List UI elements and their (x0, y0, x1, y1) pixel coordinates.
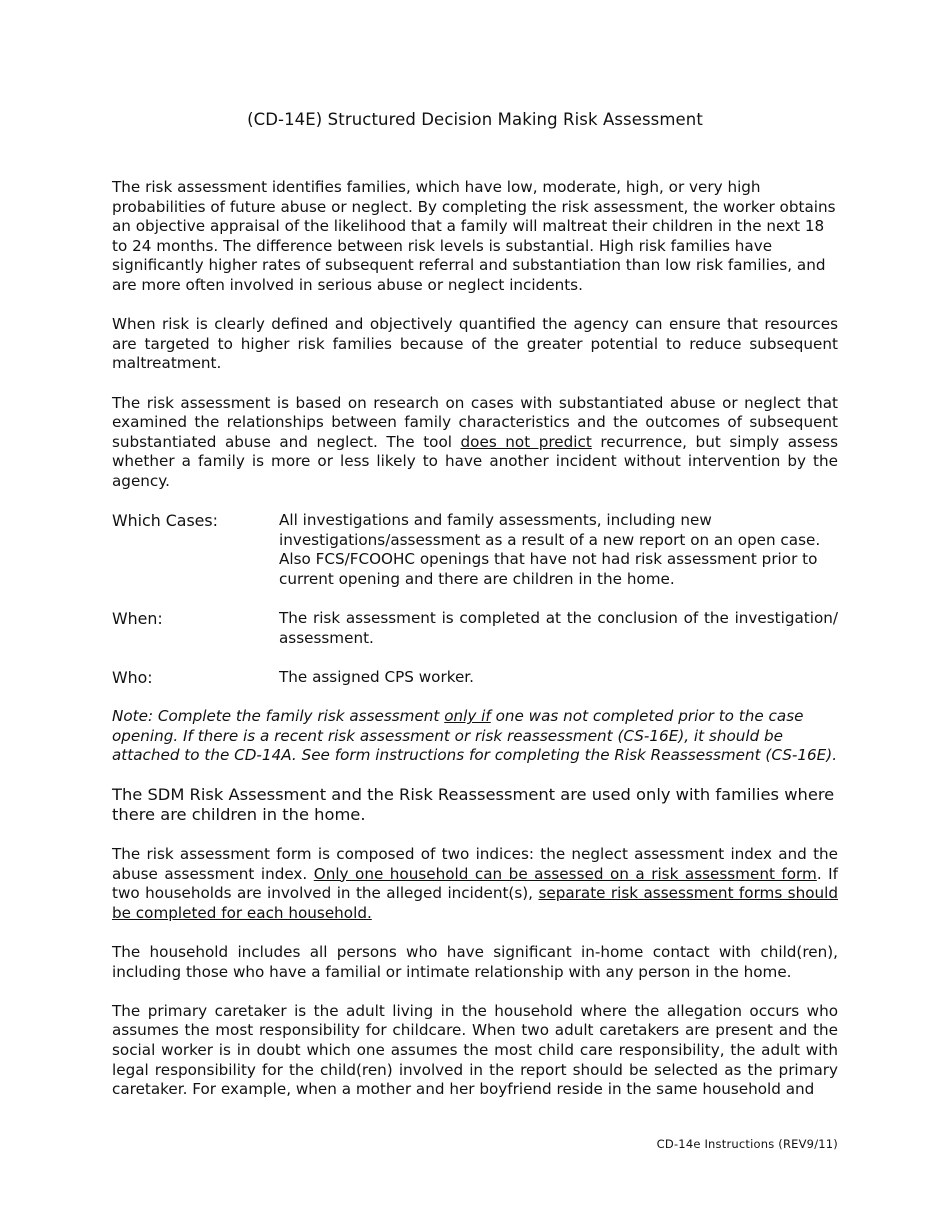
definition-who (112, 668, 838, 688)
document-title: (CD-14E) Structured Decision Making Risk Assessment (247, 110, 703, 129)
document-page (112, 108, 838, 1100)
definition-term: When: (112, 609, 163, 629)
underlined-text: only if (444, 707, 491, 726)
underlined-text: does not predict (460, 432, 592, 451)
paragraph-risk-defined: When risk is clearly defined and objectively quantified the agency can ensure that resources are targeted to higher risk families because of the greater potential to reduce subsequent maltreatment. (112, 315, 838, 373)
text-segment: Note: Complete the family risk assessment (112, 707, 445, 726)
text-segment: . If two households are involved in the alleged incident(s), (112, 864, 838, 903)
text-segment: recurrence, but simply assess whether a family is more or less likely to have another incident without intervention by the agency. (112, 432, 838, 490)
definition-text: The risk assessment is completed at the conclusion of the investigation/ assessment. (279, 609, 838, 647)
underlined-text: separate risk assessment forms should be completed for each household. (112, 884, 838, 922)
paragraph-risk-overview: The risk assessment identifies families, which have low, moderate, high, or very high probabilities of future abuse or neglect. By completing the risk assessment, the worker obtains an objective appraisal of the likelihood that a family will maltreat their children in the next 18 to 24 months. The difference between risk levels is substantial. High risk families have significantly higher rates of subsequent referral and substantiation than low risk families, and are more often involved in serious abuse or neglect incidents. (112, 178, 836, 294)
definition-text: All investigations and family assessments, including new investigations/assessment as a result of a new report on an open case. Also FCS/FCOOHC openings that have not had risk assessment prior to current opening and there are children in the home. (279, 511, 821, 588)
text-segment: The risk assessment form is composed of two indices: the neglect assessment index and the abuse assessment index. (112, 845, 838, 883)
paragraph-form-indices (112, 845, 838, 923)
definition-which-cases (112, 511, 838, 589)
definition-when (112, 609, 838, 648)
definition-term: Which Cases: (112, 511, 218, 531)
text-segment: one was not completed prior to the case opening. If there is a recent risk assessment or risk reassessment (CS-16E), it should be attached to the CD-14A. See form instructions for completing the Risk Reassessment (CS-16E). (112, 707, 838, 765)
text-segment: The risk assessment is based on research on cases with substantiated abuse or neglect that examined the relationships between family characteristics and the outcomes of subsequent substantiated abuse and neglect. The tool (112, 393, 838, 451)
underlined-text: Only one household can be assessed on a risk assessment form (313, 864, 817, 883)
paragraph-household: The household includes all persons who have significant in-home contact with child(ren), including those who have a familial or intimate relationship with any person in the home. (112, 942, 838, 981)
note-paragraph (112, 707, 838, 766)
definition-text: The assigned CPS worker. (279, 667, 474, 686)
paragraph-research-basis (112, 394, 838, 492)
definition-term: Who: (112, 667, 153, 687)
paragraph-sdm-usage: The SDM Risk Assessment and the Risk Reassessment are used only with families where there are children in the home. (112, 785, 835, 825)
paragraph-primary-caretaker: The primary caretaker is the adult living in the household where the allegation occurs who assumes the most responsibility for childcare. When two adult caretakers are present and the social worker is in doubt which one assumes the most child care responsibility, the adult with legal responsibility for the child(ren) involved in the report should be selected as the primary caretaker. For example, when a mother and her boyfriend reside in the same household and (112, 1001, 838, 1099)
page-footer: CD-14e Instructions (REV9/11) (656, 1137, 838, 1151)
